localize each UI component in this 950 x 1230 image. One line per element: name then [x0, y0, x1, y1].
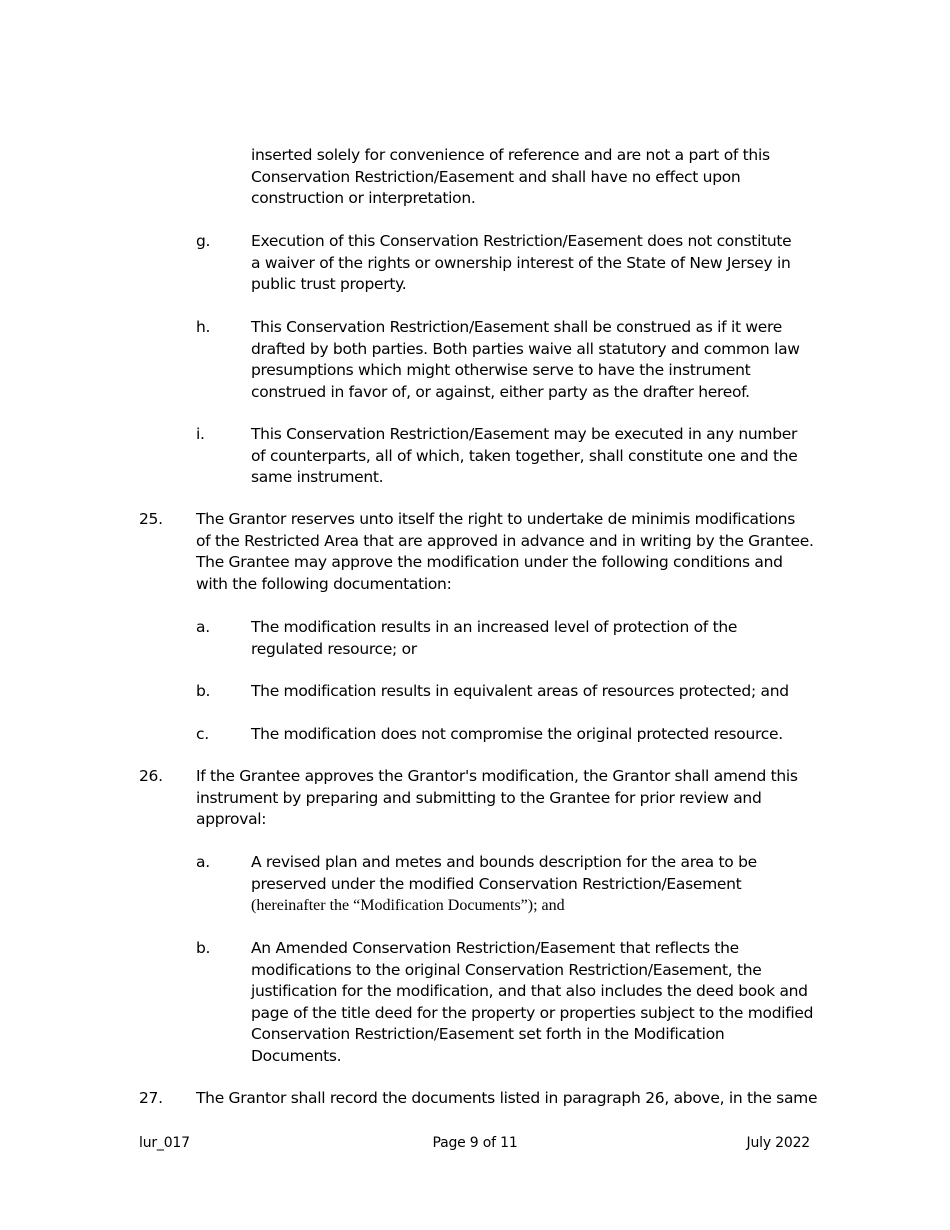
- list-label: g.: [196, 232, 211, 250]
- footer-page-number: Page 9 of 11: [432, 1135, 518, 1151]
- paragraph-number: 27.: [139, 1089, 163, 1107]
- paragraph-number: 25.: [139, 510, 163, 528]
- paragraph-text: This Conservation Restriction/Easement shall be construed as if it were drafted by both parties. Both parties waive all statutory and common law presumptions which might otherwise serve to have the instrument construed in favor of, or against, either party as the drafter hereof.: [251, 318, 800, 401]
- paragraph-text: inserted solely for convenience of reference and are not a part of this Conservation Restriction/Easement and shall have no effect upon construction or interpretation.: [251, 146, 770, 207]
- paragraph-text: The Grantor reserves unto itself the right to undertake de minimis modifications of the Restricted Area that are approved in advance and in writing by the Grantee. The Grantee may approve the modification under the following conditions and with the following documentation:: [196, 510, 814, 593]
- list-label: c.: [196, 725, 209, 743]
- paragraph-text: A revised plan and metes and bounds description for the area to be preserved under the modified Conservation Restriction/Easement: [251, 853, 757, 893]
- list-label: a.: [196, 618, 210, 636]
- paragraph-text: An Amended Conservation Restriction/Easement that reflects the modifications to the original Conservation Restriction/Easement, the justification for the modification, and that also includes the deed book and page of the title deed for the property or properties subject to the modified Conservation Restriction/Easement set forth in the Modification Documents.: [251, 939, 814, 1065]
- paragraph-text: Execution of this Conservation Restriction/Easement does not constitute a waiver of the rights or ownership interest of the State of New Jersey in public trust property.: [251, 232, 792, 293]
- footer-doc-id: lur_017: [139, 1135, 190, 1151]
- paragraph-text: The modification results in an increased level of protection of the regulated resource; or: [251, 618, 738, 658]
- list-label: h.: [196, 318, 211, 336]
- paragraph-text: This Conservation Restriction/Easement may be executed in any number of counterparts, all of which, taken together, shall constitute one and the same instrument.: [251, 425, 798, 486]
- paragraph-number: 26.: [139, 767, 163, 785]
- footer-date: July 2022: [746, 1135, 810, 1151]
- list-label: a.: [196, 853, 210, 871]
- list-label: i.: [196, 425, 205, 443]
- list-label: b.: [196, 682, 211, 700]
- paragraph-text: If the Grantee approves the Grantor's modification, the Grantor shall amend this instrument by preparing and submitting to the Grantee for prior review and approval:: [196, 767, 798, 828]
- paragraph-text-serif: (hereinafter the “Modification Documents”); and: [251, 897, 565, 914]
- paragraph-text: The Grantor shall record the documents listed in paragraph 26, above, in the same: [196, 1089, 818, 1107]
- paragraph-text: The modification results in equivalent areas of resources protected; and: [251, 682, 789, 700]
- list-label: b.: [196, 939, 211, 957]
- paragraph-text: The modification does not compromise the original protected resource.: [251, 725, 783, 743]
